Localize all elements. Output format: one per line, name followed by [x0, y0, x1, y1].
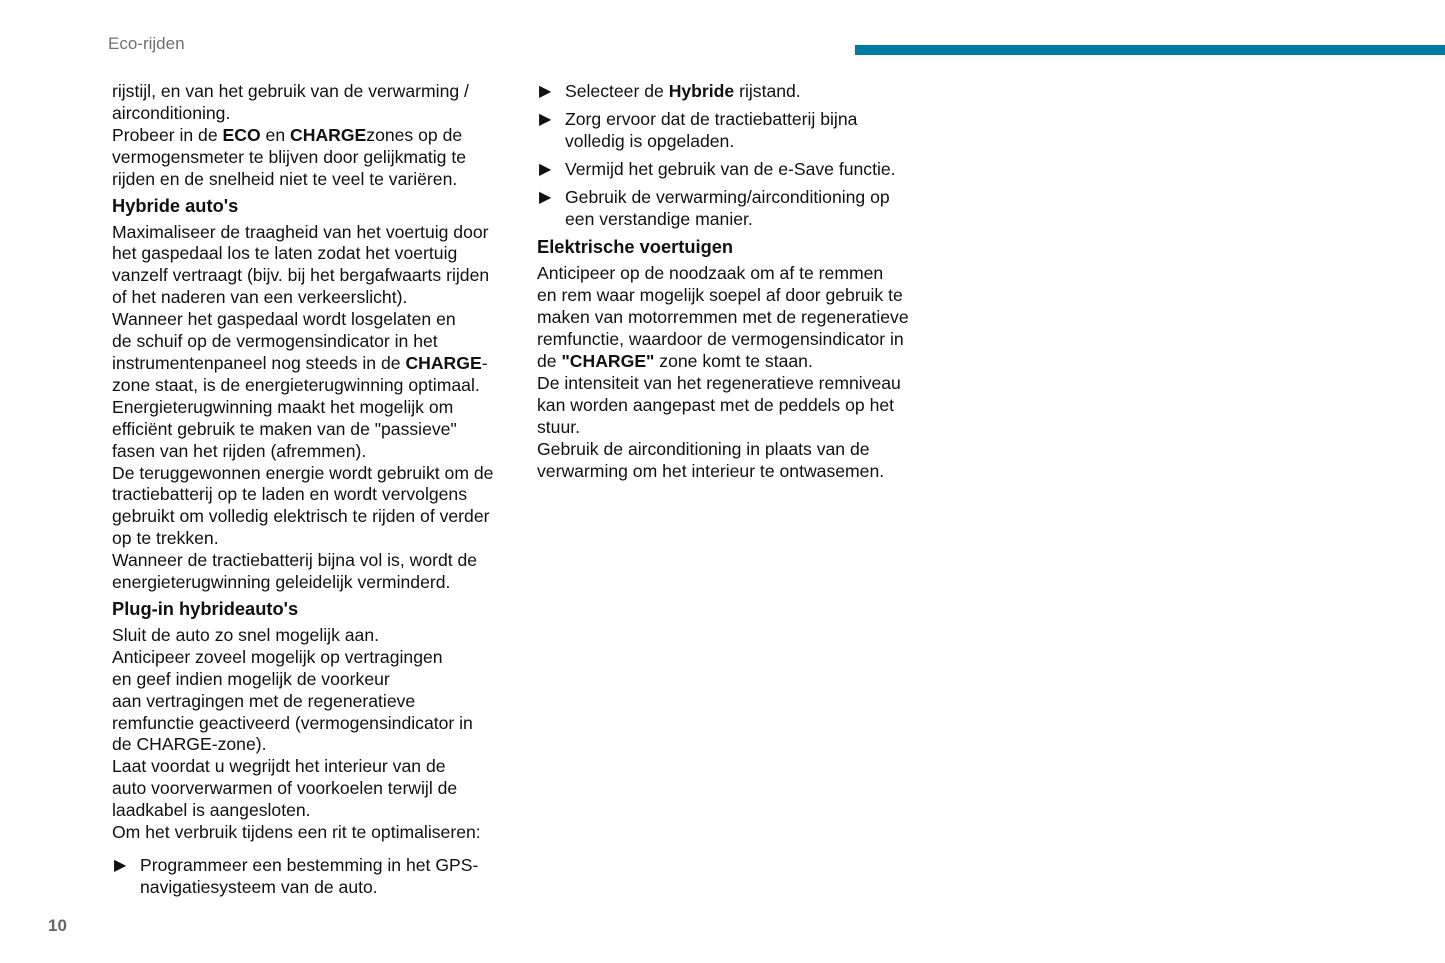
bullet-item — [537, 109, 937, 153]
text-run: Sluit de auto zo snel mogelijk aan. Anticipeer zoveel mogelijk op vertragingen en geef indien mogelijk de voorkeur aan vertragingen met de regeneratieve remfunctie geactiveerd (vermogensindicator in de CHARGE-zone). Laat voordat u wegrijdt het interieur van de auto voorverwarmen of voorkoelen terwijl de laadkabel is aangesloten. Om het verbruik tijdens een rit te optimaliseren: — [112, 624, 481, 843]
text-run: Maximaliseer de traagheid van het voertuig door het gaspedaal los te laten zodat het voertuig vanzelf vertraagt (bijv. bij het bergafwaarts rijden of het naderen van een verkeerslicht). Wanneer het gaspedaal wordt losgelaten en de schuif op de vermogensindicator in het instrumentenpaneel nog steeds in de — [112, 221, 490, 373]
text-run: Programmeer een bestemming in het GPS- navigatiesysteem van de auto. — [140, 855, 479, 897]
bullet-triangle-icon: ▶ — [539, 160, 552, 178]
text-run: Zorg ervoor dat de tractiebatterij bijna volledig is opgeladen. — [565, 108, 858, 151]
text-run: Elektrische voertuigen — [537, 236, 734, 258]
bullet-item — [112, 855, 522, 899]
right-column — [537, 81, 937, 483]
bullet-triangle-icon: ▶ — [539, 83, 552, 100]
text-run: zone komt te staan. De intensiteit van het regeneratieve remniveau kan worden aangepast met de peddels op het stuur. Gebruik de airconditioning in plaats van de verwarming om het interieur te ontwasemen. — [537, 351, 901, 481]
paragraph — [112, 625, 522, 844]
left-column — [112, 81, 522, 905]
spacer — [112, 844, 522, 855]
bold-text: ECO — [222, 124, 261, 145]
section-heading — [112, 598, 522, 620]
running-header-title: Eco-rijden — [108, 34, 185, 53]
text-run: Vermijd het gebruik van de e-Save functie. — [565, 158, 896, 179]
paragraph — [112, 222, 522, 594]
section-heading — [112, 195, 522, 217]
bold-text: "CHARGE" — [561, 351, 655, 372]
text-run: Selecteer de — [565, 81, 669, 101]
bullet-triangle-icon: ▶ — [114, 857, 127, 874]
paragraph — [537, 263, 937, 482]
bold-text: Hybride — [668, 81, 735, 101]
text-run: rijstijl, en van het gebruik van de verwarming / airconditioning. Probeer in de — [112, 81, 469, 145]
text-run: en — [260, 124, 291, 145]
section-heading — [537, 236, 937, 258]
bullet-text — [565, 187, 890, 229]
bullet-text — [565, 81, 801, 101]
bullet-text — [565, 109, 857, 151]
text-run: zones op de vermogensmeter te blijven door gelijkmatig te rijden en de snelheid niet te veel te variëren. — [112, 124, 466, 189]
text-run: Gebruik de verwarming/airconditioning op een verstandige manier. — [565, 186, 890, 229]
bullet-item — [537, 81, 937, 103]
bullet-item — [537, 159, 937, 181]
header-accent-bar — [855, 45, 1445, 55]
bold-text: CHARGE — [405, 352, 482, 373]
bullet-text — [140, 855, 478, 897]
page-number: 10 — [48, 916, 67, 935]
paragraph — [112, 81, 522, 191]
text-run: Hybride auto's — [112, 194, 239, 216]
bullet-triangle-icon: ▶ — [539, 188, 552, 206]
text-run: rijstand. — [734, 81, 801, 101]
bullet-text — [565, 159, 896, 179]
bullet-triangle-icon: ▶ — [539, 110, 552, 128]
text-run: Plug-in hybrideauto's — [112, 597, 299, 619]
text-run: - zone staat, is de energieterugwinning optimaal. Energieterugwinning maakt het mogelijk om efficiënt gebruik te maken van de "passieve" fasen van het rijden (afremmen). De teruggewonnen energie wordt gebruikt om de tractiebatterij op te laden en wordt vervolgens gebruikt om volledig elektrisch te rijden of verder op te trekken. Wanneer de tractiebatterij bijna vol is, wordt de energieterugwinning geleidelijk verminderd. — [112, 352, 494, 593]
text-run: Anticipeer op de noodzaak om af te remmen en rem waar mogelijk soepel af door gebruik te maken van motorremmen met de regeneratieve remfunctie, waardoor de vermogensindicator in de — [537, 263, 909, 372]
bold-text: CHARGE — [290, 124, 367, 145]
bullet-item — [537, 187, 937, 231]
